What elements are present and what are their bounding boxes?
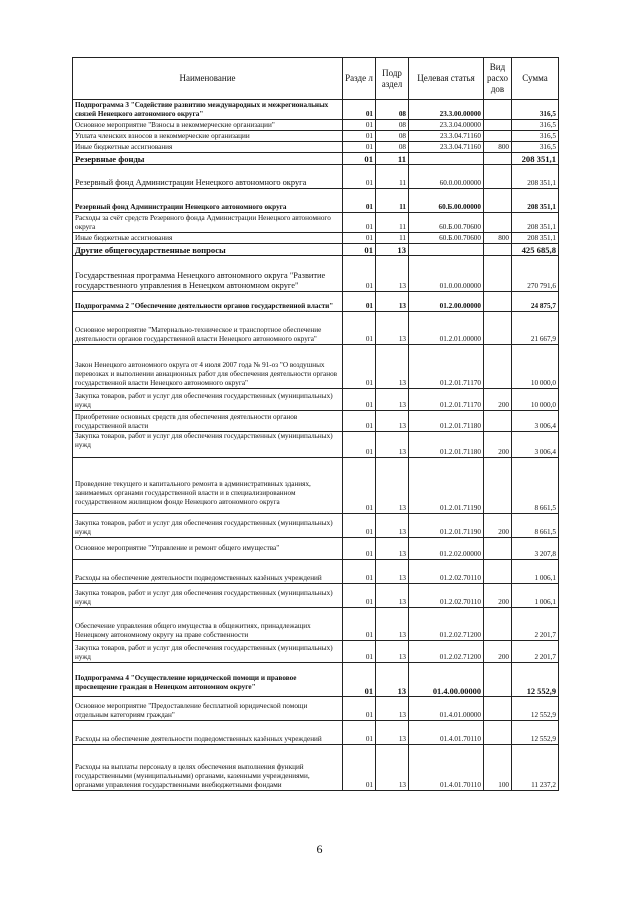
row-podrazdel: 13	[376, 560, 409, 584]
row-podrazdel: 08	[376, 100, 409, 120]
row-vid	[484, 256, 512, 292]
row-vid	[484, 213, 512, 233]
row-podrazdel: 13	[376, 458, 409, 514]
row-sum: 12 552,9	[512, 721, 559, 745]
table-row	[73, 514, 559, 538]
row-name: Подпрограмма 3 "Содействие развитию международных и межрегиональных связей Ненецкого автономного округа"	[73, 100, 343, 120]
row-target: 01.2.01.71170	[409, 345, 484, 389]
table-row	[73, 432, 559, 458]
row-target: 60.Б.00.70600	[409, 233, 484, 244]
row-vid: 800	[484, 233, 512, 244]
row-target: 23.3.00.00000	[409, 100, 484, 120]
row-target	[409, 244, 484, 256]
row-podrazdel: 13	[376, 584, 409, 608]
row-sum: 2 201,7	[512, 641, 559, 663]
row-razdel: 01	[343, 641, 376, 663]
row-name: Основное мероприятие "Управление и ремонт общего имущества"	[73, 538, 343, 560]
row-target: 01.4.01.00000	[409, 697, 484, 721]
header-sum: Сумма	[512, 58, 559, 100]
row-sum: 11 237,2	[512, 745, 559, 791]
row-podrazdel: 13	[376, 312, 409, 345]
row-vid	[484, 458, 512, 514]
row-vid	[484, 538, 512, 560]
row-podrazdel: 13	[376, 608, 409, 641]
row-target: 23.3.04.71160	[409, 131, 484, 142]
row-target: 01.2.02.70110	[409, 584, 484, 608]
row-vid: 200	[484, 514, 512, 538]
row-podrazdel: 13	[376, 432, 409, 458]
row-name: Закупка товаров, работ и услуг для обеспечения государственных (муниципальных) нужд	[73, 584, 343, 608]
row-vid	[484, 131, 512, 142]
row-razdel: 01	[343, 312, 376, 345]
row-vid	[484, 345, 512, 389]
row-name: Закупка товаров, работ и услуг для обеспечения государственных (муниципальных) нужд	[73, 432, 343, 458]
row-podrazdel: 13	[376, 292, 409, 312]
row-razdel: 01	[343, 721, 376, 745]
row-sum: 3 006,4	[512, 432, 559, 458]
row-razdel: 01	[343, 292, 376, 312]
table-header-row	[73, 58, 559, 100]
row-vid	[484, 292, 512, 312]
row-target: 01.2.01.71180	[409, 411, 484, 432]
row-razdel: 01	[343, 165, 376, 189]
row-razdel: 01	[343, 514, 376, 538]
table-row	[73, 189, 559, 213]
row-sum: 8 661,5	[512, 514, 559, 538]
row-razdel: 01	[343, 458, 376, 514]
row-sum: 208 351,1	[512, 189, 559, 213]
row-name: Подпрограмма 4 "Осуществление юридической помощи и правовое просвещение граждан в Ненецком автономном округе"	[73, 663, 343, 697]
row-target: 60.Б.00.70600	[409, 213, 484, 233]
table-row	[73, 560, 559, 584]
table-row	[73, 153, 559, 165]
row-sum: 208 351,1	[512, 153, 559, 165]
row-name: Другие общегосударственные вопросы	[73, 244, 343, 256]
row-razdel: 01	[343, 120, 376, 131]
table-row	[73, 389, 559, 411]
row-sum: 425 685,8	[512, 244, 559, 256]
table-row	[73, 100, 559, 120]
row-sum: 10 000,0	[512, 345, 559, 389]
table-row	[73, 745, 559, 791]
row-razdel: 01	[343, 142, 376, 153]
row-podrazdel: 13	[376, 745, 409, 791]
row-podrazdel: 08	[376, 142, 409, 153]
row-target: 01.2.01.71190	[409, 514, 484, 538]
table-row	[73, 345, 559, 389]
table-row	[73, 584, 559, 608]
row-vid	[484, 663, 512, 697]
row-target: 01.2.01.00000	[409, 312, 484, 345]
row-podrazdel: 08	[376, 120, 409, 131]
row-podrazdel: 13	[376, 244, 409, 256]
row-target: 01.2.02.70110	[409, 560, 484, 584]
row-podrazdel: 11	[376, 153, 409, 165]
row-podrazdel: 13	[376, 697, 409, 721]
row-podrazdel: 08	[376, 131, 409, 142]
row-razdel: 01	[343, 538, 376, 560]
row-vid: 200	[484, 584, 512, 608]
row-target: 01.2.00.00000	[409, 292, 484, 312]
row-sum: 10 000,0	[512, 389, 559, 411]
row-podrazdel: 13	[376, 256, 409, 292]
row-sum: 208 351,1	[512, 165, 559, 189]
row-name: Расходы за счёт средств Резервного фонда Администрации Ненецкого автономного округа	[73, 213, 343, 233]
row-target: 01.2.02.71200	[409, 641, 484, 663]
row-vid	[484, 153, 512, 165]
table-row	[73, 608, 559, 641]
row-vid	[484, 120, 512, 131]
row-vid	[484, 312, 512, 345]
row-target: 01.2.01.71190	[409, 458, 484, 514]
row-sum: 316,5	[512, 142, 559, 153]
row-name: Расходы на обеспечение деятельности подведомственных казённых учреждений	[73, 560, 343, 584]
row-name: Подпрограмма 2 "Обеспечение деятельности органов государственной власти"	[73, 292, 343, 312]
row-target: 01.2.02.00000	[409, 538, 484, 560]
table-row	[73, 120, 559, 131]
row-razdel: 01	[343, 560, 376, 584]
row-target: 01.2.01.71170	[409, 389, 484, 411]
row-name: Основное мероприятие "Материально-техническое и транспортное обеспечение деятельности органов государственной власти Ненецкого автономного округа"	[73, 312, 343, 345]
row-razdel: 01	[343, 345, 376, 389]
row-target: 01.2.02.71200	[409, 608, 484, 641]
row-sum: 24 875,7	[512, 292, 559, 312]
row-sum: 21 667,9	[512, 312, 559, 345]
table-row	[73, 538, 559, 560]
row-target: 01.0.00.00000	[409, 256, 484, 292]
row-podrazdel: 11	[376, 165, 409, 189]
header-target: Целевая статья	[409, 58, 484, 100]
row-podrazdel: 13	[376, 641, 409, 663]
table-row	[73, 312, 559, 345]
row-sum: 8 661,5	[512, 458, 559, 514]
row-name: Иные бюджетные ассигнования	[73, 233, 343, 244]
row-sum: 12 552,9	[512, 663, 559, 697]
row-vid: 200	[484, 389, 512, 411]
row-vid	[484, 100, 512, 120]
row-podrazdel: 13	[376, 514, 409, 538]
row-razdel: 01	[343, 153, 376, 165]
row-name: Закупка товаров, работ и услуг для обеспечения государственных (муниципальных) нужд	[73, 389, 343, 411]
row-vid: 100	[484, 745, 512, 791]
row-name: Иные бюджетные ассигнования	[73, 142, 343, 153]
row-vid	[484, 697, 512, 721]
table-row	[73, 142, 559, 153]
row-razdel: 01	[343, 244, 376, 256]
row-name: Резервные фонды	[73, 153, 343, 165]
row-podrazdel: 13	[376, 411, 409, 432]
table-row	[73, 233, 559, 244]
row-razdel: 01	[343, 189, 376, 213]
row-razdel: 01	[343, 584, 376, 608]
row-razdel: 01	[343, 100, 376, 120]
row-sum: 2 201,7	[512, 608, 559, 641]
row-razdel: 01	[343, 256, 376, 292]
row-vid: 200	[484, 432, 512, 458]
row-target: 01.4.00.00000	[409, 663, 484, 697]
row-sum: 1 006,1	[512, 560, 559, 584]
row-vid	[484, 411, 512, 432]
row-razdel: 01	[343, 233, 376, 244]
row-target: 01.2.01.71180	[409, 432, 484, 458]
row-podrazdel: 11	[376, 213, 409, 233]
row-razdel: 01	[343, 131, 376, 142]
table-row	[73, 641, 559, 663]
row-target: 01.4.01.70110	[409, 745, 484, 791]
row-name: Приобретение основных средств для обеспечения деятельности органов государственной власти	[73, 411, 343, 432]
row-sum: 1 006,1	[512, 584, 559, 608]
table-row	[73, 663, 559, 697]
table-row	[73, 165, 559, 189]
row-vid	[484, 721, 512, 745]
table-row	[73, 244, 559, 256]
row-target: 23.3.04.71160	[409, 142, 484, 153]
row-vid: 200	[484, 641, 512, 663]
row-razdel: 01	[343, 411, 376, 432]
row-vid	[484, 244, 512, 256]
row-razdel: 01	[343, 213, 376, 233]
row-target: 23.3.04.00000	[409, 120, 484, 131]
table-row	[73, 292, 559, 312]
row-podrazdel: 13	[376, 538, 409, 560]
row-razdel: 01	[343, 745, 376, 791]
table-row	[73, 458, 559, 514]
row-sum: 3 006,4	[512, 411, 559, 432]
row-vid	[484, 560, 512, 584]
row-target	[409, 153, 484, 165]
table-row	[73, 131, 559, 142]
row-sum: 12 552,9	[512, 697, 559, 721]
row-razdel: 01	[343, 697, 376, 721]
row-name: Закупка товаров, работ и услуг для обеспечения государственных (муниципальных) нужд	[73, 641, 343, 663]
header-name: Наименование	[73, 58, 343, 100]
row-target: 01.4.01.70110	[409, 721, 484, 745]
table-row	[73, 721, 559, 745]
row-name: Закон Ненецкого автономного округа от 4 июля 2007 года № 91-оз "О воздушных перевозках и выполнении авиационных работ для обеспечения деятельности органов государственной власти Ненецкого автономного округа"	[73, 345, 343, 389]
row-name: Расходы на обеспечение деятельности подведомственных казённых учреждений	[73, 721, 343, 745]
header-vid: Вид расхо дов	[484, 58, 512, 100]
budget-table	[72, 57, 559, 791]
row-sum: 270 791,6	[512, 256, 559, 292]
row-podrazdel: 13	[376, 663, 409, 697]
row-razdel: 01	[343, 608, 376, 641]
row-name: Резервный фонд Администрации Ненецкого автономного округа	[73, 189, 343, 213]
row-name: Обеспечение управления общего имущества в общежитиях, принадлежащих Ненецкому автономному округу на праве собственности	[73, 608, 343, 641]
row-sum: 316,5	[512, 100, 559, 120]
row-name: Основное мероприятие "Предоставление бесплатной юридической помощи отдельным категориям граждан"	[73, 697, 343, 721]
row-target: 60.Б.00.00000	[409, 189, 484, 213]
row-podrazdel: 11	[376, 233, 409, 244]
row-sum: 316,5	[512, 120, 559, 131]
row-name: Проведение текущего и капитального ремонта в административных зданиях, занимаемых органами государственной власти и в специализированном государственном жилищном фонде Ненецкого автономного округа	[73, 458, 343, 514]
row-vid	[484, 165, 512, 189]
row-sum: 316,5	[512, 131, 559, 142]
row-name: Закупка товаров, работ и услуг для обеспечения государственных (муниципальных) нужд	[73, 514, 343, 538]
row-name: Резервный фонд Администрации Ненецкого автономного округа	[73, 165, 343, 189]
table-row	[73, 411, 559, 432]
row-razdel: 01	[343, 663, 376, 697]
row-vid	[484, 189, 512, 213]
page-number: 6	[316, 842, 323, 856]
table-row	[73, 256, 559, 292]
row-podrazdel: 11	[376, 189, 409, 213]
row-name: Основное мероприятие "Взносы в некоммерческие организации"	[73, 120, 343, 131]
header-razdel: Разде л	[343, 58, 376, 100]
table-row	[73, 213, 559, 233]
header-podrazdel: Подр аздел	[376, 58, 409, 100]
row-razdel: 01	[343, 389, 376, 411]
row-name: Расходы на выплаты персоналу в целях обеспечения выполнения функций государственными (муниципальными) органами, казенными учреждениями, органами управления государственными внебюджетными фондами	[73, 745, 343, 791]
row-target: 60.0.00.00000	[409, 165, 484, 189]
row-sum: 3 207,8	[512, 538, 559, 560]
row-razdel: 01	[343, 432, 376, 458]
row-sum: 208 351,1	[512, 213, 559, 233]
table-row	[73, 697, 559, 721]
row-sum: 208 351,1	[512, 233, 559, 244]
row-podrazdel: 13	[376, 389, 409, 411]
row-name: Государственная программа Ненецкого автономного округа "Развитие государственного управления в Ненецком автономном округе"	[73, 256, 343, 292]
row-name: Уплата членских взносов в некоммерческие организации	[73, 131, 343, 142]
row-vid	[484, 608, 512, 641]
row-vid: 800	[484, 142, 512, 153]
row-podrazdel: 13	[376, 721, 409, 745]
row-podrazdel: 13	[376, 345, 409, 389]
